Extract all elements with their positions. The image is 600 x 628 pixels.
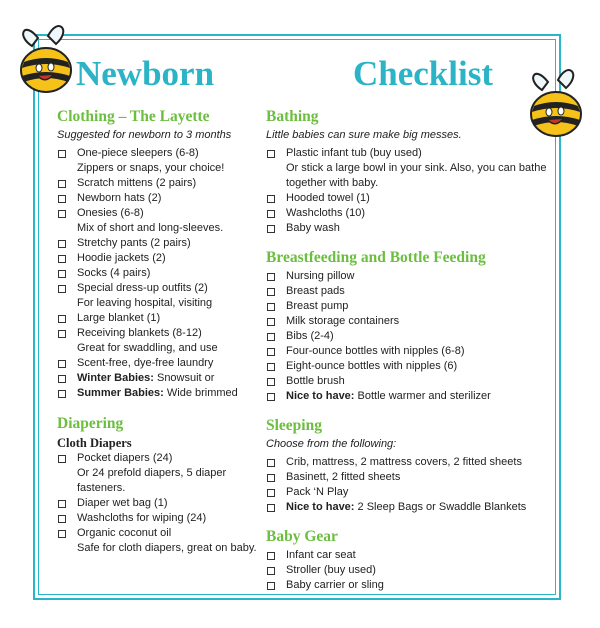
checkbox[interactable]	[267, 348, 275, 356]
checklist-item	[266, 206, 556, 221]
section-subtitle: Choose from the following:	[266, 438, 397, 450]
section-subtitle: Suggested for newborn to 3 months	[57, 129, 232, 141]
item-label-bold: Nice to have:	[286, 390, 355, 402]
item-text: Hoodie jackets (2)	[77, 252, 166, 264]
item-text: One-piece sleepers (6-8)	[77, 147, 199, 159]
checkbox[interactable]	[267, 567, 275, 575]
checklist-item	[266, 455, 556, 470]
checklist-item	[266, 374, 556, 389]
checkbox[interactable]	[58, 240, 66, 248]
checklist-item	[57, 191, 257, 206]
checkbox[interactable]	[58, 150, 66, 158]
checkbox[interactable]	[267, 210, 275, 218]
checklist-item	[266, 314, 556, 329]
checklist-item	[57, 526, 257, 556]
checkbox[interactable]	[267, 273, 275, 281]
checkbox[interactable]	[267, 582, 275, 590]
checkbox[interactable]	[267, 459, 275, 467]
section-title: Diapering	[57, 415, 124, 432]
checkbox[interactable]	[267, 363, 275, 371]
checklist-item	[57, 266, 257, 281]
checkbox[interactable]	[267, 378, 275, 386]
item-text: Stroller (buy used)	[286, 564, 376, 576]
checklist	[57, 451, 257, 556]
checkbox[interactable]	[58, 360, 66, 368]
item-text: Receiving blankets (8-12)	[77, 327, 202, 339]
item-label-bold: Nice to have:	[286, 501, 355, 513]
checklist	[266, 269, 556, 404]
section-subtitle: Little babies can sure make big messes.	[266, 129, 462, 141]
checklist-item	[57, 386, 257, 401]
checklist-item	[57, 281, 257, 311]
checklist-item	[57, 371, 257, 386]
checklist-item	[266, 359, 556, 374]
item-text: Plastic infant tub (buy used)	[286, 147, 422, 159]
left-column	[57, 108, 257, 556]
item-text: Snowsuit or	[153, 372, 215, 384]
item-text: Crib, mattress, 2 mattress covers, 2 fitted sheets	[286, 456, 522, 468]
item-note: For leaving hospital, visiting	[77, 297, 213, 309]
item-text: Milk storage containers	[286, 315, 400, 327]
item-note: Zippers or snaps, your choice!	[77, 162, 225, 174]
item-text: Breast pads	[286, 285, 345, 297]
checkbox[interactable]	[267, 474, 275, 482]
item-text: Bibs (2-4)	[286, 330, 334, 342]
checklist-item	[57, 236, 257, 251]
item-text: Special dress-up outfits (2)	[77, 282, 208, 294]
item-label-bold: Summer Babies:	[77, 387, 164, 399]
item-text: Basinett, 2 fitted sheets	[286, 471, 401, 483]
checkbox[interactable]	[267, 195, 275, 203]
item-text: Bottle warmer and sterilizer	[354, 390, 491, 402]
checkbox[interactable]	[58, 530, 66, 538]
item-text: Scratch mittens (2 pairs)	[77, 177, 197, 189]
item-text: Stretchy pants (2 pairs)	[77, 237, 191, 249]
item-text: Baby carrier or sling	[286, 579, 384, 591]
checkbox[interactable]	[267, 288, 275, 296]
item-text: Diaper wet bag (1)	[77, 497, 168, 509]
item-text: Newborn hats (2)	[77, 192, 162, 204]
checklist-item	[266, 329, 556, 344]
checkbox[interactable]	[58, 515, 66, 523]
section-bathing	[266, 108, 556, 236]
checkbox[interactable]	[58, 315, 66, 323]
checkbox[interactable]	[58, 270, 66, 278]
item-text: Baby wash	[286, 222, 340, 234]
section-title: Baby Gear	[266, 528, 338, 545]
item-text: Pack ‘N Play	[286, 486, 349, 498]
section-subhead: Cloth Diapers	[57, 436, 132, 450]
item-note: Mix of short and long-sleeves.	[77, 222, 224, 234]
checklist-item	[266, 269, 556, 284]
checkbox[interactable]	[58, 195, 66, 203]
item-text: 2 Sleep Bags or Swaddle Blankets	[354, 501, 527, 513]
checklist-item	[266, 221, 556, 236]
item-note: Or 24 prefold diapers, 5 diaper fasteners.	[77, 467, 227, 494]
section-title: Clothing – The Layette	[57, 108, 210, 125]
section-feeding	[266, 249, 556, 404]
checklist-item	[57, 251, 257, 266]
section-gear	[266, 528, 556, 593]
checkbox[interactable]	[58, 455, 66, 463]
checklist-item	[57, 496, 257, 511]
item-text: Infant car seat	[286, 549, 356, 561]
title-newborn: Newborn	[72, 54, 218, 94]
checklist-item	[57, 326, 257, 356]
item-text: Pocket diapers (24)	[77, 452, 173, 464]
item-text: Wide brimmed	[163, 387, 238, 399]
checklist	[266, 548, 556, 593]
checkbox[interactable]	[58, 210, 66, 218]
checklist-item	[266, 389, 556, 404]
item-text: Eight-ounce bottles with nipples (6)	[286, 360, 458, 372]
section-title: Bathing	[266, 108, 319, 125]
item-note: Safe for cloth diapers, great on baby.	[77, 542, 257, 554]
checkbox[interactable]	[58, 180, 66, 188]
item-text: Socks (4 pairs)	[77, 267, 151, 279]
checklist-item	[57, 176, 257, 191]
bee-icon	[14, 16, 76, 98]
checkbox[interactable]	[267, 489, 275, 497]
item-text: Washcloths (10)	[286, 207, 366, 219]
checklist-item	[266, 563, 556, 578]
checklist-item	[57, 146, 257, 176]
checklist-item	[57, 451, 257, 496]
checklist	[266, 146, 556, 236]
item-text: Four-ounce bottles with nipples (6-8)	[286, 345, 465, 357]
checklist	[266, 455, 556, 515]
item-text: Scent-free, dye-free laundry	[77, 357, 214, 369]
checklist-item	[266, 548, 556, 563]
item-text: Hooded towel (1)	[286, 192, 370, 204]
item-label-bold: Winter Babies:	[77, 372, 154, 384]
checklist-item	[266, 485, 556, 500]
checkbox[interactable]	[267, 303, 275, 311]
checklist-item	[57, 206, 257, 236]
checklist-item	[57, 311, 257, 326]
checklist-item	[266, 191, 556, 206]
checklist-item	[266, 284, 556, 299]
checkbox[interactable]	[58, 375, 66, 383]
checkbox[interactable]	[267, 150, 275, 158]
checklist-item	[57, 356, 257, 371]
checklist	[57, 146, 257, 401]
right-column	[266, 108, 556, 593]
section-diapering	[57, 415, 257, 556]
checklist-item	[266, 578, 556, 593]
section-clothing	[57, 108, 257, 401]
item-text: Large blanket (1)	[77, 312, 161, 324]
checklist-item	[266, 344, 556, 359]
section-title: Sleeping	[266, 417, 322, 434]
item-text: Organic coconut oil	[77, 527, 172, 539]
section-title: Breastfeeding and Bottle Feeding	[266, 249, 486, 266]
checkbox[interactable]	[58, 255, 66, 263]
checklist-item	[266, 500, 556, 515]
section-sleeping	[266, 417, 556, 515]
item-text: Nursing pillow	[286, 270, 355, 282]
checkbox[interactable]	[267, 225, 275, 233]
checkbox[interactable]	[267, 333, 275, 341]
checkbox[interactable]	[58, 500, 66, 508]
checkbox[interactable]	[267, 393, 275, 401]
item-note: Or stick a large bowl in your sink. Also, you can bathe together with baby.	[286, 162, 547, 189]
checkbox[interactable]	[267, 552, 275, 560]
checkbox[interactable]	[58, 390, 66, 398]
checklist-item	[57, 511, 257, 526]
checklist-item	[266, 146, 556, 191]
item-text: Breast pump	[286, 300, 349, 312]
title-checklist: Checklist	[349, 54, 497, 94]
checklist-item	[266, 470, 556, 485]
item-text: Bottle brush	[286, 375, 345, 387]
item-note: Great for swaddling, and use	[77, 342, 218, 354]
checkbox[interactable]	[58, 285, 66, 293]
checkbox[interactable]	[58, 330, 66, 338]
item-text: Onesies (6-8)	[77, 207, 144, 219]
checklist-item	[266, 299, 556, 314]
item-text: Washcloths for wiping (24)	[77, 512, 207, 524]
checkbox[interactable]	[267, 318, 275, 326]
checkbox[interactable]	[267, 504, 275, 512]
